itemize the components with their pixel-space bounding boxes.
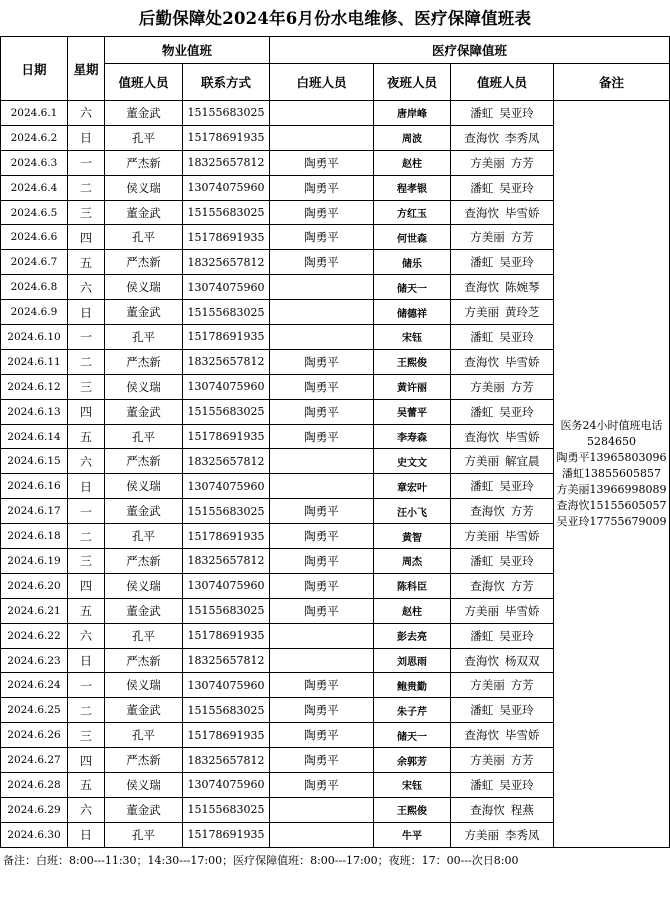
date-cell: 2024.6.27 [1, 748, 68, 773]
medical-staff-name: 查海忺 [464, 280, 500, 295]
header-weekday: 星期 [68, 37, 105, 101]
night-staff-cell: 储天一 [374, 723, 451, 748]
night-staff-cell: 李寿森 [374, 424, 451, 449]
medical-staff-name: 查海忺 [464, 130, 500, 145]
night-staff-cell: 彭去亮 [374, 623, 451, 648]
medical-staff-name: 查海忺 [464, 429, 500, 444]
header-night-staff: 夜班人员 [374, 64, 451, 101]
weekday-cell: 日 [68, 474, 105, 499]
contact-phone-cell: 18325657812 [183, 748, 270, 773]
weekday-cell: 四 [68, 399, 105, 424]
medical-staff-name: 吴亚玲 [499, 628, 534, 643]
day-staff-cell [270, 623, 374, 648]
date-cell: 2024.6.26 [1, 723, 68, 748]
medical-staff-name: 黄玲芝 [505, 305, 540, 320]
contact-phone-cell: 15178691935 [183, 723, 270, 748]
night-staff-cell: 王熙俊 [374, 797, 451, 822]
day-staff-cell [270, 822, 374, 847]
medical-duty-staff-cell [451, 474, 554, 499]
medical-duty-staff-cell [451, 673, 554, 698]
medical-staff-name: 潘虹 [470, 404, 494, 419]
day-staff-cell: 陶勇平 [270, 175, 374, 200]
medical-duty-staff-cell [451, 200, 554, 225]
header-day-staff: 白班人员 [270, 64, 374, 101]
header-property-duty: 物业值班 [105, 37, 270, 64]
day-staff-cell [270, 474, 374, 499]
weekday-cell: 一 [68, 325, 105, 350]
contact-phone-cell: 18325657812 [183, 648, 270, 673]
remarks-line: 医务24小时值班电话 [560, 418, 663, 432]
medical-staff-name: 吴亚玲 [499, 329, 534, 344]
medical-staff-name: 陈婉琴 [505, 280, 540, 295]
night-staff-cell: 牛平 [374, 822, 451, 847]
night-staff-cell: 唐岸峰 [374, 101, 451, 126]
date-cell: 2024.6.17 [1, 499, 68, 524]
medical-staff-name: 方芳 [510, 155, 534, 170]
page-title: 后勤保障处2024年6月份水电维修、医疗保障值班表 [138, 9, 532, 28]
medical-staff-name: 程燕 [510, 802, 534, 817]
weekday-cell: 六 [68, 101, 105, 126]
medical-staff-name: 毕雪娇 [505, 205, 540, 220]
medical-staff-name: 查海忺 [470, 504, 505, 519]
weekday-cell: 二 [68, 175, 105, 200]
weekday-cell: 三 [68, 374, 105, 399]
medical-duty-staff-cell [451, 822, 554, 847]
medical-staff-name: 毕雪娇 [505, 529, 540, 544]
property-staff-cell: 严杰新 [105, 250, 183, 275]
night-staff-cell: 程孝银 [374, 175, 451, 200]
medical-staff-name: 查海忺 [470, 802, 505, 817]
date-cell: 2024.6.9 [1, 300, 68, 325]
medical-staff-name: 查海忺 [464, 205, 500, 220]
weekday-cell: 二 [68, 524, 105, 549]
medical-staff-name: 杨双双 [505, 653, 540, 668]
medical-staff-name: 毕雪娇 [505, 429, 540, 444]
date-cell: 2024.6.23 [1, 648, 68, 673]
property-staff-cell: 孔平 [105, 723, 183, 748]
property-staff-cell: 侯义瑞 [105, 474, 183, 499]
day-staff-cell: 陶勇平 [270, 349, 374, 374]
day-staff-cell: 陶勇平 [270, 524, 374, 549]
contact-phone-cell: 13074075960 [183, 773, 270, 798]
date-cell: 2024.6.4 [1, 175, 68, 200]
contact-phone-cell: 13074075960 [183, 573, 270, 598]
weekday-cell: 五 [68, 424, 105, 449]
property-staff-cell: 孔平 [105, 225, 183, 250]
day-staff-cell: 陶勇平 [270, 499, 374, 524]
day-staff-cell: 陶勇平 [270, 424, 374, 449]
property-staff-cell: 侯义瑞 [105, 175, 183, 200]
night-staff-cell: 赵柱 [374, 598, 451, 623]
day-staff-cell [270, 325, 374, 350]
medical-staff-name: 吴亚玲 [499, 777, 534, 792]
medical-duty-staff-cell [451, 175, 554, 200]
day-staff-cell: 陶勇平 [270, 399, 374, 424]
date-cell: 2024.6.14 [1, 424, 68, 449]
medical-staff-name: 解宜晨 [505, 454, 540, 469]
medical-staff-name: 方美丽 [464, 454, 500, 469]
medical-duty-staff-cell [451, 424, 554, 449]
contact-phone-cell: 13074075960 [183, 474, 270, 499]
day-staff-cell: 陶勇平 [270, 374, 374, 399]
property-staff-cell: 董金武 [105, 399, 183, 424]
medical-staff-name: 潘虹 [470, 479, 494, 494]
weekday-cell: 一 [68, 499, 105, 524]
contact-phone-cell: 18325657812 [183, 449, 270, 474]
medical-duty-staff-cell [451, 623, 554, 648]
property-staff-cell: 孔平 [105, 325, 183, 350]
night-staff-cell: 何世森 [374, 225, 451, 250]
medical-duty-staff-cell [451, 748, 554, 773]
medical-duty-staff-cell [451, 449, 554, 474]
night-staff-cell: 黄智 [374, 524, 451, 549]
date-cell: 2024.6.18 [1, 524, 68, 549]
property-staff-cell: 侯义瑞 [105, 573, 183, 598]
contact-phone-cell: 15155683025 [183, 797, 270, 822]
property-staff-cell: 严杰新 [105, 150, 183, 175]
header-date: 日期 [1, 37, 68, 101]
medical-staff-name: 方美丽 [470, 155, 505, 170]
header-contact: 联系方式 [183, 64, 270, 101]
medical-duty-staff-cell [451, 399, 554, 424]
medical-duty-staff-cell [451, 598, 554, 623]
property-staff-cell: 严杰新 [105, 449, 183, 474]
weekday-cell: 六 [68, 797, 105, 822]
medical-staff-name: 潘虹 [470, 180, 494, 195]
date-cell: 2024.6.21 [1, 598, 68, 623]
header-property-staff: 值班人员 [105, 64, 183, 101]
remarks-line: 查海忺15155605057 [556, 498, 667, 512]
remarks-line: 5284650 [587, 434, 637, 448]
duty-schedule-table [0, 36, 670, 848]
medical-staff-name: 吴亚玲 [499, 703, 534, 718]
weekday-cell: 五 [68, 598, 105, 623]
medical-duty-staff-cell [451, 648, 554, 673]
medical-staff-name: 查海忺 [464, 653, 500, 668]
medical-staff-name: 吴亚玲 [499, 479, 534, 494]
night-staff-cell: 朱子芹 [374, 698, 451, 723]
property-staff-cell: 董金武 [105, 300, 183, 325]
night-staff-cell: 黄许丽 [374, 374, 451, 399]
weekday-cell: 六 [68, 623, 105, 648]
night-staff-cell: 赵柱 [374, 150, 451, 175]
date-cell: 2024.6.1 [1, 101, 68, 126]
header-medical-duty: 医疗保障值班 [270, 37, 670, 64]
medical-staff-name: 潘虹 [470, 105, 494, 120]
medical-duty-staff-cell [451, 150, 554, 175]
day-staff-cell: 陶勇平 [270, 200, 374, 225]
property-staff-cell: 孔平 [105, 524, 183, 549]
day-staff-cell: 陶勇平 [270, 598, 374, 623]
medical-staff-name: 李秀凤 [505, 130, 540, 145]
contact-phone-cell: 13074075960 [183, 673, 270, 698]
property-staff-cell: 董金武 [105, 598, 183, 623]
date-cell: 2024.6.7 [1, 250, 68, 275]
date-cell: 2024.6.6 [1, 225, 68, 250]
night-staff-cell: 宋钰 [374, 773, 451, 798]
medical-staff-name: 方芳 [510, 753, 534, 768]
contact-phone-cell: 15155683025 [183, 101, 270, 126]
contact-phone-cell: 15178691935 [183, 225, 270, 250]
medical-staff-name: 查海忺 [470, 578, 505, 593]
day-staff-cell [270, 275, 374, 300]
medical-duty-staff-cell [451, 125, 554, 150]
schedule-body [1, 101, 670, 848]
night-staff-cell: 史文文 [374, 449, 451, 474]
date-cell: 2024.6.8 [1, 275, 68, 300]
contact-phone-cell: 15155683025 [183, 598, 270, 623]
weekday-cell: 六 [68, 275, 105, 300]
contact-phone-cell: 13074075960 [183, 374, 270, 399]
medical-duty-staff-cell [451, 349, 554, 374]
medical-duty-staff-cell [451, 723, 554, 748]
medical-staff-name: 毕雪娇 [505, 603, 540, 618]
medical-staff-name: 方美丽 [464, 305, 500, 320]
weekday-cell: 五 [68, 250, 105, 275]
day-staff-cell: 陶勇平 [270, 225, 374, 250]
night-staff-cell: 陈科臣 [374, 573, 451, 598]
remarks-line: 方美丽13966998089 [556, 482, 667, 496]
property-staff-cell: 孔平 [105, 424, 183, 449]
medical-staff-name: 吴亚玲 [499, 105, 534, 120]
remarks-line: 潘虹13855605857 [562, 466, 662, 480]
date-cell: 2024.6.16 [1, 474, 68, 499]
date-cell: 2024.6.22 [1, 623, 68, 648]
property-staff-cell: 董金武 [105, 101, 183, 126]
night-staff-cell: 鲍贵勤 [374, 673, 451, 698]
contact-phone-cell: 18325657812 [183, 349, 270, 374]
medical-staff-name: 吴亚玲 [499, 404, 534, 419]
medical-staff-name: 潘虹 [470, 703, 494, 718]
weekday-cell: 二 [68, 349, 105, 374]
day-staff-cell [270, 797, 374, 822]
day-staff-cell [270, 648, 374, 673]
property-staff-cell: 严杰新 [105, 648, 183, 673]
property-staff-cell: 侯义瑞 [105, 773, 183, 798]
medical-duty-staff-cell [451, 549, 554, 574]
contact-phone-cell: 15178691935 [183, 822, 270, 847]
medical-staff-name: 方芳 [510, 678, 534, 693]
medical-staff-name: 潘虹 [470, 255, 494, 270]
weekday-cell: 二 [68, 698, 105, 723]
day-staff-cell: 陶勇平 [270, 773, 374, 798]
medical-duty-staff-cell [451, 325, 554, 350]
date-cell: 2024.6.19 [1, 549, 68, 574]
medical-duty-staff-cell [451, 797, 554, 822]
day-staff-cell [270, 449, 374, 474]
weekday-cell: 三 [68, 723, 105, 748]
night-staff-cell: 王熙俊 [374, 349, 451, 374]
day-staff-cell: 陶勇平 [270, 673, 374, 698]
medical-staff-name: 吴亚玲 [499, 180, 534, 195]
day-staff-cell [270, 300, 374, 325]
property-staff-cell: 董金武 [105, 797, 183, 822]
medical-staff-name: 毕雪娇 [505, 354, 540, 369]
night-staff-cell: 宋钰 [374, 325, 451, 350]
property-staff-cell: 董金武 [105, 698, 183, 723]
night-staff-cell: 刘思雨 [374, 648, 451, 673]
contact-phone-cell: 15155683025 [183, 200, 270, 225]
weekday-cell: 三 [68, 200, 105, 225]
weekday-cell: 五 [68, 773, 105, 798]
date-cell: 2024.6.2 [1, 125, 68, 150]
night-staff-cell: 储乐 [374, 250, 451, 275]
day-staff-cell: 陶勇平 [270, 723, 374, 748]
header-remarks: 备注 [554, 64, 670, 101]
date-cell: 2024.6.15 [1, 449, 68, 474]
medical-duty-staff-cell [451, 374, 554, 399]
contact-phone-cell: 15155683025 [183, 499, 270, 524]
property-staff-cell: 侯义瑞 [105, 374, 183, 399]
medical-staff-name: 潘虹 [470, 553, 494, 568]
date-cell: 2024.6.11 [1, 349, 68, 374]
medical-duty-staff-cell [451, 225, 554, 250]
property-staff-cell: 严杰新 [105, 549, 183, 574]
date-cell: 2024.6.30 [1, 822, 68, 847]
contact-phone-cell: 15178691935 [183, 623, 270, 648]
property-staff-cell: 侯义瑞 [105, 673, 183, 698]
medical-staff-name: 方芳 [510, 578, 534, 593]
property-staff-cell: 孔平 [105, 822, 183, 847]
medical-duty-staff-cell [451, 300, 554, 325]
weekday-cell: 四 [68, 573, 105, 598]
contact-phone-cell: 15155683025 [183, 300, 270, 325]
night-staff-cell: 章宏叶 [374, 474, 451, 499]
night-staff-cell: 周波 [374, 125, 451, 150]
medical-staff-name: 方美丽 [470, 753, 505, 768]
contact-phone-cell: 15178691935 [183, 524, 270, 549]
property-staff-cell: 严杰新 [105, 748, 183, 773]
weekday-cell: 日 [68, 822, 105, 847]
medical-staff-name: 方美丽 [470, 379, 505, 394]
date-cell: 2024.6.20 [1, 573, 68, 598]
medical-staff-name: 方美丽 [464, 603, 500, 618]
contact-phone-cell: 13074075960 [183, 175, 270, 200]
date-cell: 2024.6.10 [1, 325, 68, 350]
medical-staff-name: 方美丽 [470, 678, 505, 693]
weekday-cell: 日 [68, 648, 105, 673]
medical-staff-name: 潘虹 [470, 777, 494, 792]
medical-duty-staff-cell [451, 773, 554, 798]
medical-staff-name: 毕雪娇 [505, 728, 540, 743]
medical-staff-name: 潘虹 [470, 329, 494, 344]
contact-phone-cell: 18325657812 [183, 250, 270, 275]
day-staff-cell: 陶勇平 [270, 698, 374, 723]
remarks-line: 陶勇平13965803096 [556, 450, 667, 464]
property-staff-cell: 董金武 [105, 499, 183, 524]
contact-phone-cell: 18325657812 [183, 549, 270, 574]
date-cell: 2024.6.24 [1, 673, 68, 698]
property-staff-cell: 董金武 [105, 200, 183, 225]
medical-duty-staff-cell [451, 101, 554, 126]
contact-phone-cell: 13074075960 [183, 275, 270, 300]
night-staff-cell: 余郭芳 [374, 748, 451, 773]
medical-staff-name: 潘虹 [470, 628, 494, 643]
day-staff-cell: 陶勇平 [270, 150, 374, 175]
medical-staff-name: 方芳 [510, 504, 534, 519]
day-staff-cell: 陶勇平 [270, 573, 374, 598]
medical-staff-name: 方芳 [510, 379, 534, 394]
date-cell: 2024.6.28 [1, 773, 68, 798]
remarks-line: 吴亚玲17755679009 [556, 514, 667, 528]
contact-phone-cell: 15155683025 [183, 698, 270, 723]
property-staff-cell: 严杰新 [105, 349, 183, 374]
date-cell: 2024.6.29 [1, 797, 68, 822]
contact-phone-cell: 15178691935 [183, 424, 270, 449]
footer-note: 备注：白班：8:00---11:30；14:30---17:00；医疗保障值班：8:00---17:00；夜班：17：00---次日8:00 [3, 854, 519, 867]
medical-duty-staff-cell [451, 275, 554, 300]
day-staff-cell: 陶勇平 [270, 549, 374, 574]
medical-duty-staff-cell [451, 499, 554, 524]
table-row [1, 101, 670, 126]
contact-phone-cell: 18325657812 [183, 150, 270, 175]
weekday-cell: 三 [68, 549, 105, 574]
weekday-cell: 日 [68, 300, 105, 325]
night-staff-cell: 储天一 [374, 275, 451, 300]
date-cell: 2024.6.3 [1, 150, 68, 175]
date-cell: 2024.6.5 [1, 200, 68, 225]
header-duty-staff: 值班人员 [451, 64, 554, 101]
medical-staff-name: 吴亚玲 [499, 553, 534, 568]
date-cell: 2024.6.13 [1, 399, 68, 424]
date-cell: 2024.6.12 [1, 374, 68, 399]
medical-staff-name: 方美丽 [464, 827, 500, 842]
weekday-cell: 四 [68, 748, 105, 773]
night-staff-cell: 方红玉 [374, 200, 451, 225]
night-staff-cell: 吴蕾平 [374, 399, 451, 424]
contact-phone-cell: 15178691935 [183, 125, 270, 150]
medical-staff-name: 查海忺 [464, 354, 500, 369]
medical-staff-name: 李秀凤 [505, 827, 540, 842]
medical-staff-name: 方芳 [510, 230, 534, 245]
weekday-cell: 日 [68, 125, 105, 150]
medical-duty-staff-cell [451, 698, 554, 723]
day-staff-cell [270, 101, 374, 126]
contact-phone-cell: 15155683025 [183, 399, 270, 424]
medical-staff-name: 方美丽 [470, 230, 505, 245]
weekday-cell: 一 [68, 673, 105, 698]
medical-staff-name: 查海忺 [464, 728, 500, 743]
night-staff-cell: 周杰 [374, 549, 451, 574]
weekday-cell: 一 [68, 150, 105, 175]
night-staff-cell: 汪小飞 [374, 499, 451, 524]
remarks-cell [554, 101, 670, 848]
medical-duty-staff-cell [451, 573, 554, 598]
date-cell: 2024.6.25 [1, 698, 68, 723]
medical-duty-staff-cell [451, 524, 554, 549]
property-staff-cell: 侯义瑞 [105, 275, 183, 300]
property-staff-cell: 孔平 [105, 125, 183, 150]
day-staff-cell [270, 125, 374, 150]
medical-staff-name: 方美丽 [464, 529, 500, 544]
weekday-cell: 四 [68, 225, 105, 250]
day-staff-cell: 陶勇平 [270, 250, 374, 275]
night-staff-cell: 储德祥 [374, 300, 451, 325]
weekday-cell: 六 [68, 449, 105, 474]
property-staff-cell: 孔平 [105, 623, 183, 648]
contact-phone-cell: 15178691935 [183, 325, 270, 350]
medical-staff-name: 吴亚玲 [499, 255, 534, 270]
medical-duty-staff-cell [451, 250, 554, 275]
day-staff-cell: 陶勇平 [270, 748, 374, 773]
